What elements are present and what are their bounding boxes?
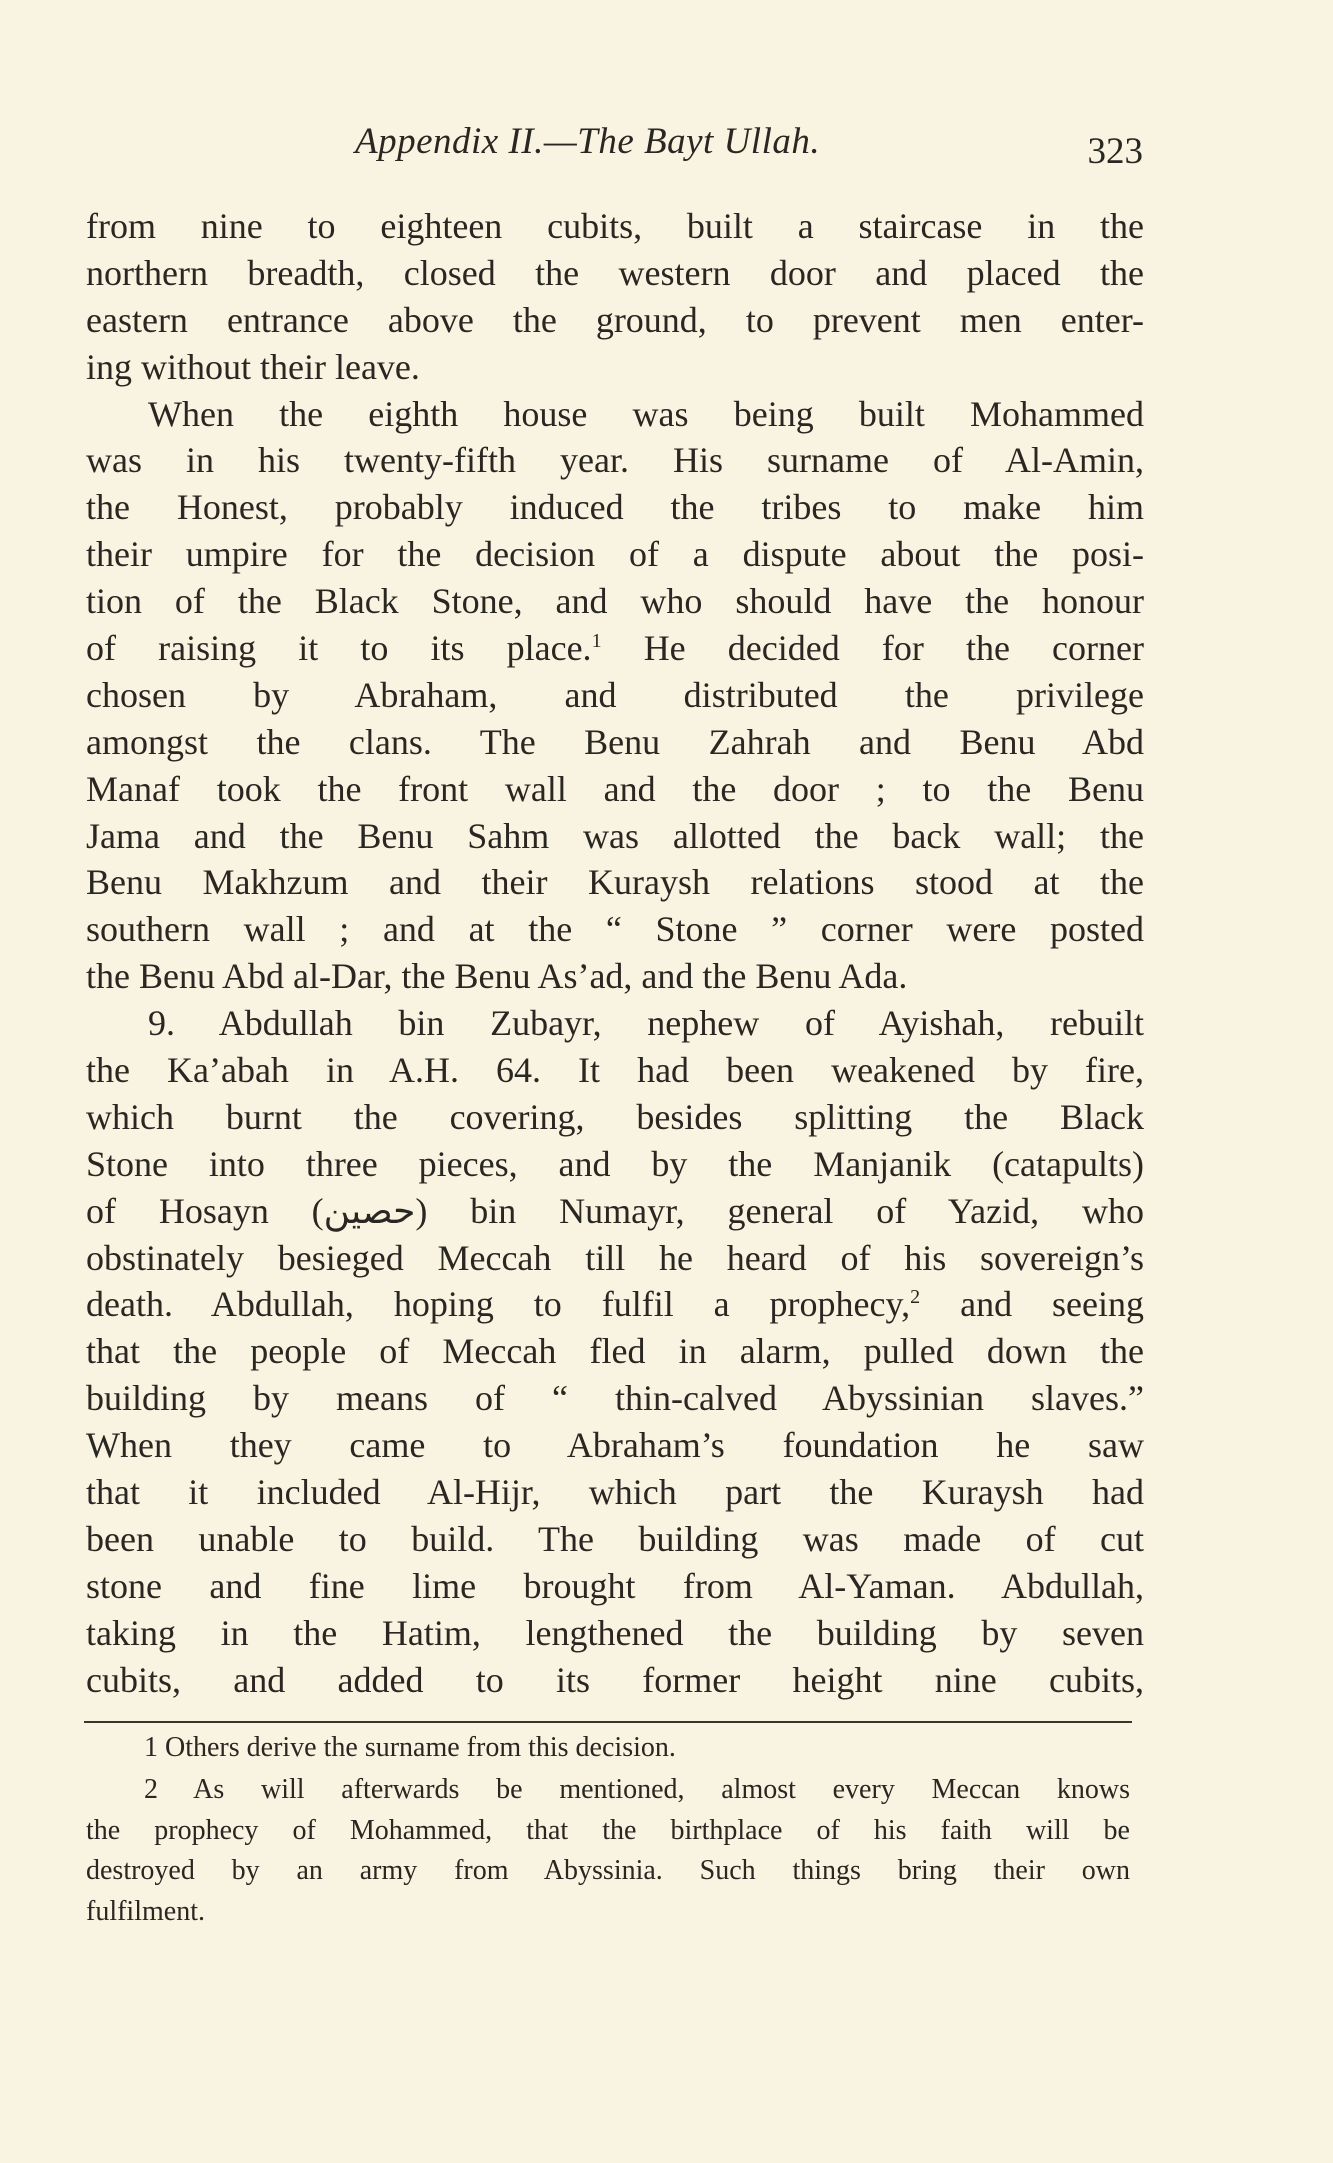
text-segment: of raising it to its place.	[86, 628, 592, 669]
text-line: Manaf took the front wall and the door ; to the Benu	[86, 768, 1144, 809]
text-line: from nine to eighteen cubits, built a staircase in the	[86, 206, 1144, 246]
text-line: been unable to build. The building was made of cut	[86, 1518, 1144, 1559]
text-line-with-footnote	[86, 625, 1144, 672]
main-text	[86, 203, 1144, 1704]
text-line: eastern entrance above the ground, to prevent men enter-	[86, 299, 1144, 340]
footnote-1: 1 Others derive the surname from this decision.	[144, 1732, 676, 1763]
text-line: the Benu Abd al-Dar, the Benu As’ad, and the Benu Ada.	[86, 956, 908, 997]
text-line: When the eighth house was being built Mohammed	[148, 393, 1144, 434]
footnote-2-line: the prophecy of Mohammed, that the birthplace of his faith will be	[86, 1814, 1130, 1846]
text-line: the Ka’abah in A.H. 64. It had been weakened by fire,	[86, 1050, 1144, 1091]
text-line: that it included Al-Hijr, which part the Kuraysh had	[86, 1472, 1144, 1513]
text-line: Jama and the Benu Sahm was allotted the back wall; the	[86, 815, 1144, 856]
text-line: that the people of Meccah fled in alarm, pulled down the	[86, 1331, 1144, 1372]
text-line: southern wall ; and at the “ Stone ” corner were posted	[86, 909, 1144, 950]
text-line: taking in the Hatim, lengthened the building by seven	[86, 1612, 1144, 1653]
text-line: which burnt the covering, besides splitting the Black	[86, 1096, 1144, 1137]
text-line: northern breadth, closed the western door and placed the	[86, 252, 1144, 293]
footnote-2-line: destroyed by an army from Abyssinia. Such things bring their own	[86, 1855, 1130, 1887]
text-line: ing without their leave.	[86, 346, 420, 387]
text-line: When they came to Abraham’s foundation he saw	[86, 1425, 1144, 1466]
footnote-ref-2: 2	[910, 1286, 921, 1309]
footnote-ref-1: 1	[591, 630, 602, 653]
footnote-2-line: fulfilment.	[86, 1895, 205, 1927]
text-line: Stone into three pieces, and by the Manjanik (catapults)	[86, 1143, 1144, 1184]
text-segment: and seeing	[920, 1284, 1144, 1325]
text-line: building by means of “ thin-calved Abyssinian slaves.”	[86, 1378, 1144, 1419]
running-head	[355, 120, 1145, 176]
page-number: 323	[1087, 131, 1143, 172]
text-line: was in his twenty-fifth year. His surname of Al-Amin,	[86, 440, 1144, 481]
text-line: stone and fine lime brought from Al-Yaman. Abdullah,	[86, 1565, 1144, 1606]
text-line: their umpire for the decision of a dispute about the posi-	[86, 534, 1144, 575]
text-line: the Honest, probably induced the tribes to make him	[86, 487, 1144, 528]
text-line: obstinately besieged Meccah till he heard of his sovereign’s	[86, 1237, 1144, 1278]
running-title: Appendix II.—The Bayt Ullah.	[355, 121, 821, 162]
text-line: cubits, and added to its former height nine cubits,	[86, 1659, 1144, 1700]
text-line: 9. Abdullah bin Zubayr, nephew of Ayishah, rebuilt	[148, 1003, 1144, 1044]
text-line: chosen by Abraham, and distributed the privilege	[86, 674, 1144, 715]
text-line: of Hosayn (حصين) bin Numayr, general of Yazid, who	[86, 1190, 1144, 1231]
text-line: tion of the Black Stone, and who should have the honour	[86, 581, 1144, 622]
text-line-with-footnote	[86, 1281, 1144, 1328]
text-segment: He decided for the corner	[601, 628, 1144, 669]
footnote-divider	[84, 1721, 1132, 1723]
footnote-2-line: 2 As will afterwards be mentioned, almost every Meccan knows	[144, 1774, 1130, 1806]
text-line: Benu Makhzum and their Kuraysh relations stood at the	[86, 862, 1144, 903]
footnotes	[86, 1728, 1130, 1932]
text-line: amongst the clans. The Benu Zahrah and Benu Abd	[86, 721, 1144, 762]
text-segment: death. Abdullah, hoping to fulfil a prophecy,	[86, 1284, 911, 1325]
